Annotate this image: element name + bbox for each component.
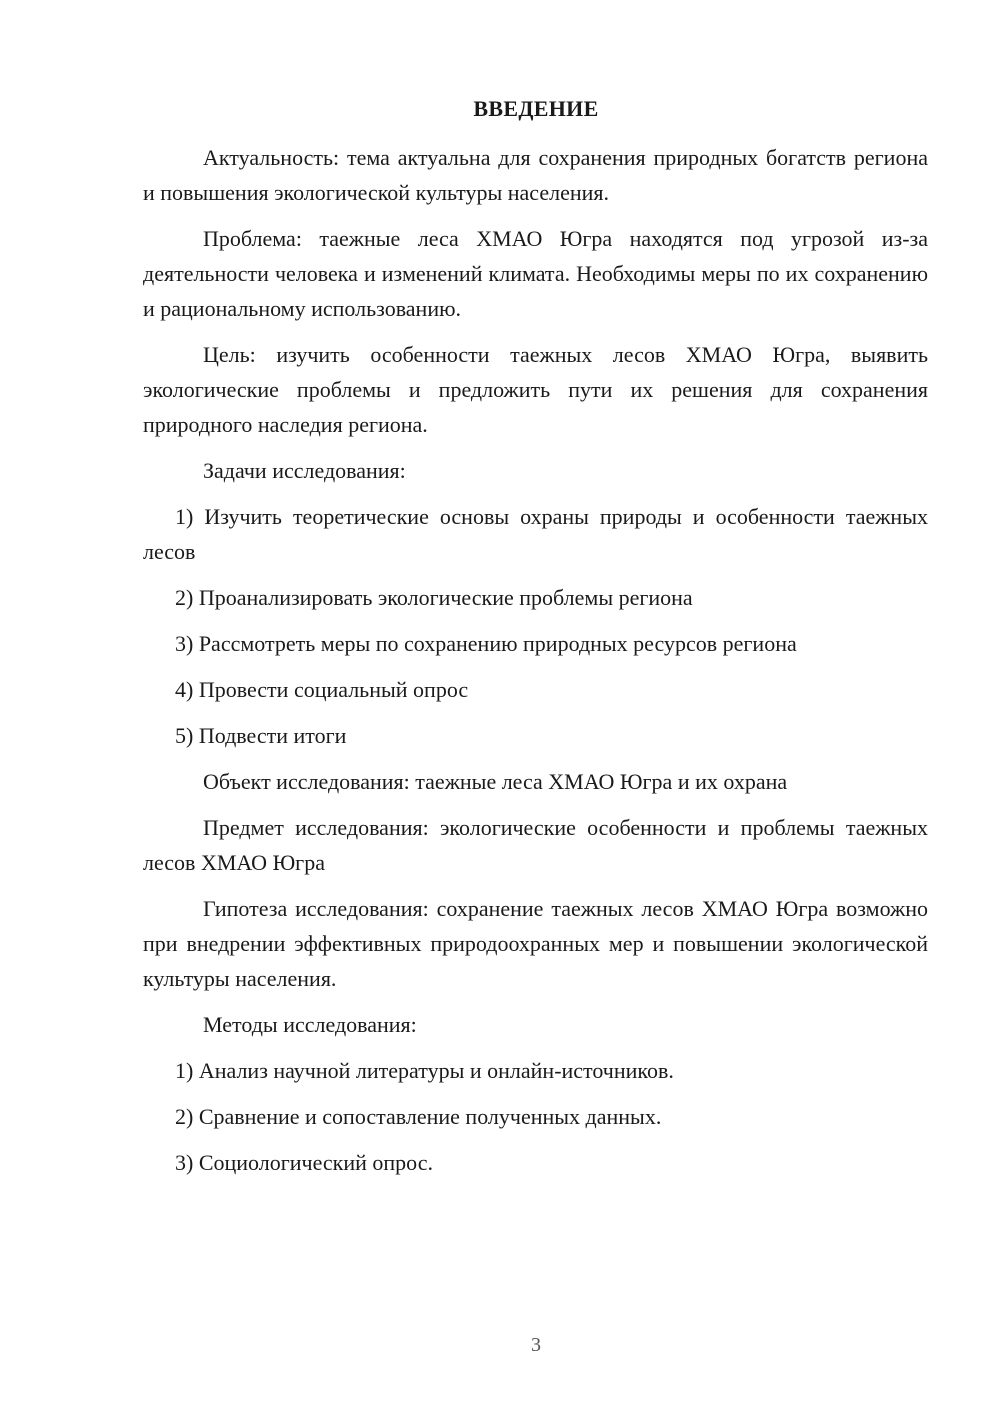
method-item: 3) Социологический опрос. xyxy=(175,1150,433,1175)
relevance-paragraph: Актуальность: тема актуальна для сохранения природных богатств региона и повышения экологической культуры населения. xyxy=(143,145,928,205)
task-item: 2) Проанализировать экологические проблемы региона xyxy=(175,585,693,610)
method-item: 2) Сравнение и сопоставление полученных данных. xyxy=(175,1104,662,1129)
document-body xyxy=(143,140,928,1191)
task-item: 3) Рассмотреть меры по сохранению природных ресурсов региона xyxy=(175,631,797,656)
task-item: 1) Изучить теоретические основы охраны природы и особенности таежных лесов xyxy=(143,504,928,564)
goal-paragraph: Цель: изучить особенности таежных лесов ХМАО Югра, выявить экологические проблемы и предложить пути их решения для сохранения природного наследия региона. xyxy=(143,342,928,437)
subject-paragraph: Предмет исследования: экологические особенности и проблемы таежных лесов ХМАО Югра xyxy=(143,815,928,875)
hypothesis-paragraph: Гипотеза исследования: сохранение таежных лесов ХМАО Югра возможно при внедрении эффективных природоохранных мер и повышении экологической культуры населения. xyxy=(143,896,928,991)
section-heading: ВВЕДЕНИЕ xyxy=(473,96,599,121)
problem-paragraph: Проблема: таежные леса ХМАО Югра находятся под угрозой из-за деятельности человека и изменений климата. Необходимы меры по их сохранению и рациональному использованию. xyxy=(143,226,928,321)
tasks-title: Задачи исследования: xyxy=(203,458,406,483)
task-item: 4) Провести социальный опрос xyxy=(175,677,469,702)
task-item: 5) Подвести итоги xyxy=(175,723,347,748)
page-number: 3 xyxy=(531,1334,541,1356)
object-paragraph: Объект исследования: таежные леса ХМАО Югра и их охрана xyxy=(203,769,788,794)
method-item: 1) Анализ научной литературы и онлайн-источников. xyxy=(175,1058,674,1083)
methods-title: Методы исследования: xyxy=(203,1012,417,1037)
